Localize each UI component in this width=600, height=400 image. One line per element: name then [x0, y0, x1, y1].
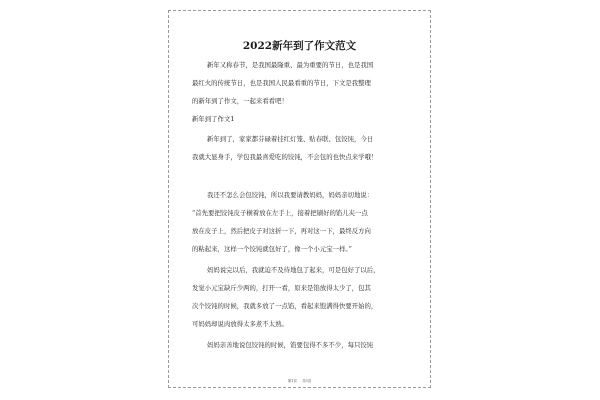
- body-line-3: 的新年到了作文，一起来看看吧！: [192, 97, 288, 105]
- body-line-12: 发觉小元宝缺斤少两的，打开一看，原来是馅放得太少了，包其: [192, 284, 371, 292]
- body-line-13: 次个饺饨的时候，我就多放了一点馅，看起来饱满得快要开始的，: [192, 302, 378, 310]
- body-line-9: 放在皮子上，然后把皮子对这折一下，再对这一下，最终反方向: [192, 227, 371, 235]
- section-heading: 新年到了作文1: [192, 115, 235, 123]
- page-number: 第1页: [287, 379, 297, 383]
- body-line-14: 可妈妈却说肉放得太多煮不太熟。: [192, 320, 288, 328]
- body-line-2: 最红火的传统节日，也是我国人民最看重的节日，下文是我整理: [192, 79, 371, 87]
- body-line-15: 妈妈亲善地说包饺饨的时候，馅要包得不多不少，每只饺饨: [207, 341, 374, 349]
- body-line-8: “首先要把饺饨皮子横着放在左手上，接着把刷好的馅儿夹一点: [192, 209, 368, 217]
- body-line-1: 新年又称春节，是我国最隆重、最为重要的节日，也是我国: [207, 61, 374, 69]
- body-line-5: 新年到了，家家都芬碌着挂红灯笼、贴春联、包饺饨，今日: [207, 135, 374, 143]
- page-footer: [169, 379, 430, 384]
- page-total: 共3页: [302, 379, 312, 383]
- body-line-6: 我就大显身手，学包我最喜爱吃的饺饨，不会包的也快点来学哦！: [192, 153, 378, 161]
- document-page: [168, 10, 431, 388]
- body-line-10: 的粘起来，这样一个饺饨就包好了，像一个小元宝一样。”: [192, 245, 352, 253]
- document-title: 2022新年到了作文范文: [242, 40, 357, 52]
- body-line-7: 我还不怎么会包饺饨，所以我要请教妈妈，妈妈亲切地说：: [207, 191, 374, 199]
- body-line-11: 妈妈说完以后，我就迫不及待地包了起来，可是包好了以后，: [207, 266, 380, 274]
